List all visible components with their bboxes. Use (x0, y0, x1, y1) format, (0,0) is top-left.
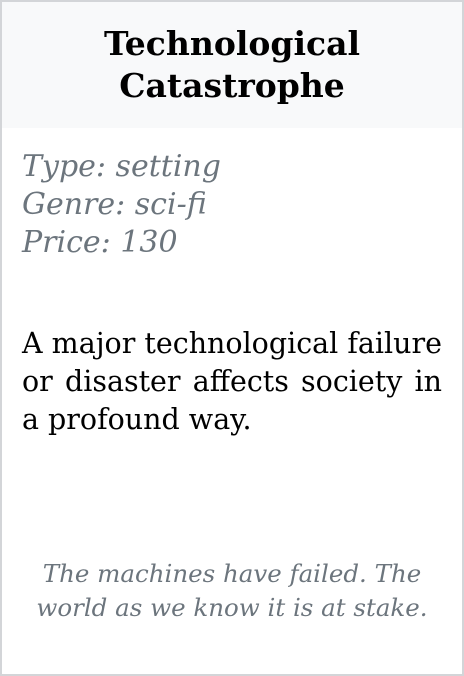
card-description: A major technological failure or disaster affects society in a profound way. (22, 327, 442, 436)
card-meta (2, 128, 462, 262)
card-type: Type: setting (22, 149, 221, 184)
card-title: Technological Catastrophe (103, 24, 361, 105)
card-price: Price: 130 (22, 225, 178, 260)
card-genre: Genre: sci-fi (22, 187, 207, 222)
card-header (2, 2, 462, 128)
card-flavor-text: The machines have failed. The world as we know it is at stake. (36, 559, 428, 622)
